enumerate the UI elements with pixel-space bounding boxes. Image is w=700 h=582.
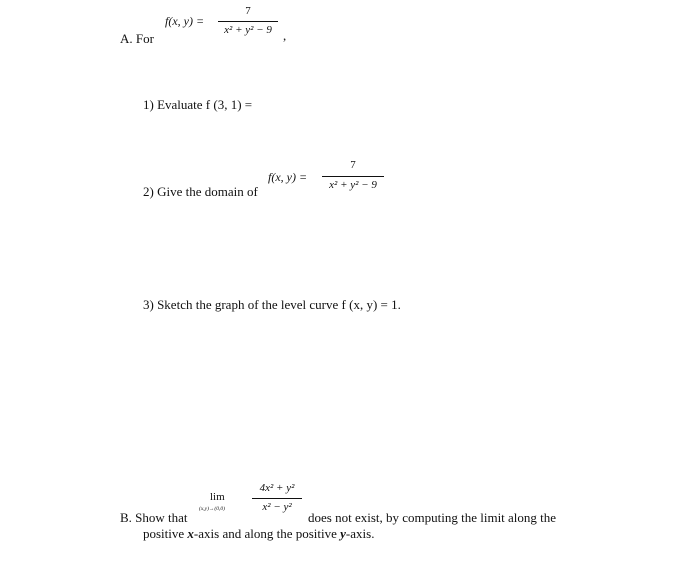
part-a-label: A. For (120, 31, 154, 46)
part-b-text-line-1: does not exist, by computing the limit along the (308, 510, 557, 525)
part-b-line2-c: -axis. (345, 526, 375, 541)
question-3-text: 3) Sketch the graph of the level curve f (x, y) = 1. (143, 297, 401, 312)
limit-subscript: (x,y)→(0,0) (199, 506, 225, 512)
question-1-text: 1) Evaluate f (3, 1) = (143, 97, 253, 112)
part-b-denominator: x² − y² (262, 501, 292, 513)
limit-operator: lim (210, 491, 225, 503)
part-a-numerator: 7 (245, 5, 251, 17)
part-b-text-line-2 (143, 526, 374, 542)
part-b-numerator: 4x² + y² (259, 482, 295, 494)
part-b-y-variable: y (340, 526, 346, 541)
part-b-line2-b: -axis and along the positive (193, 526, 341, 541)
part-a-function-lhs: f(x, y) = (165, 14, 205, 28)
part-b-fraction-bar (252, 498, 302, 499)
question-2-text: 2) Give the domain of (143, 184, 258, 199)
part-a-denominator: x² + y² − 9 (224, 24, 272, 36)
question-2-numerator: 7 (350, 159, 356, 171)
part-a-comma: , (283, 28, 287, 43)
part-b-label: B. Show that (120, 510, 188, 525)
question-2-function-lhs: f(x, y) = (268, 170, 308, 184)
part-b-line2-a: positive (143, 526, 188, 541)
part-b-x-variable: x (187, 526, 194, 541)
question-2-denominator: x² + y² − 9 (329, 179, 377, 191)
part-a-fraction-bar (218, 21, 278, 22)
question-2-fraction-bar (322, 176, 384, 177)
